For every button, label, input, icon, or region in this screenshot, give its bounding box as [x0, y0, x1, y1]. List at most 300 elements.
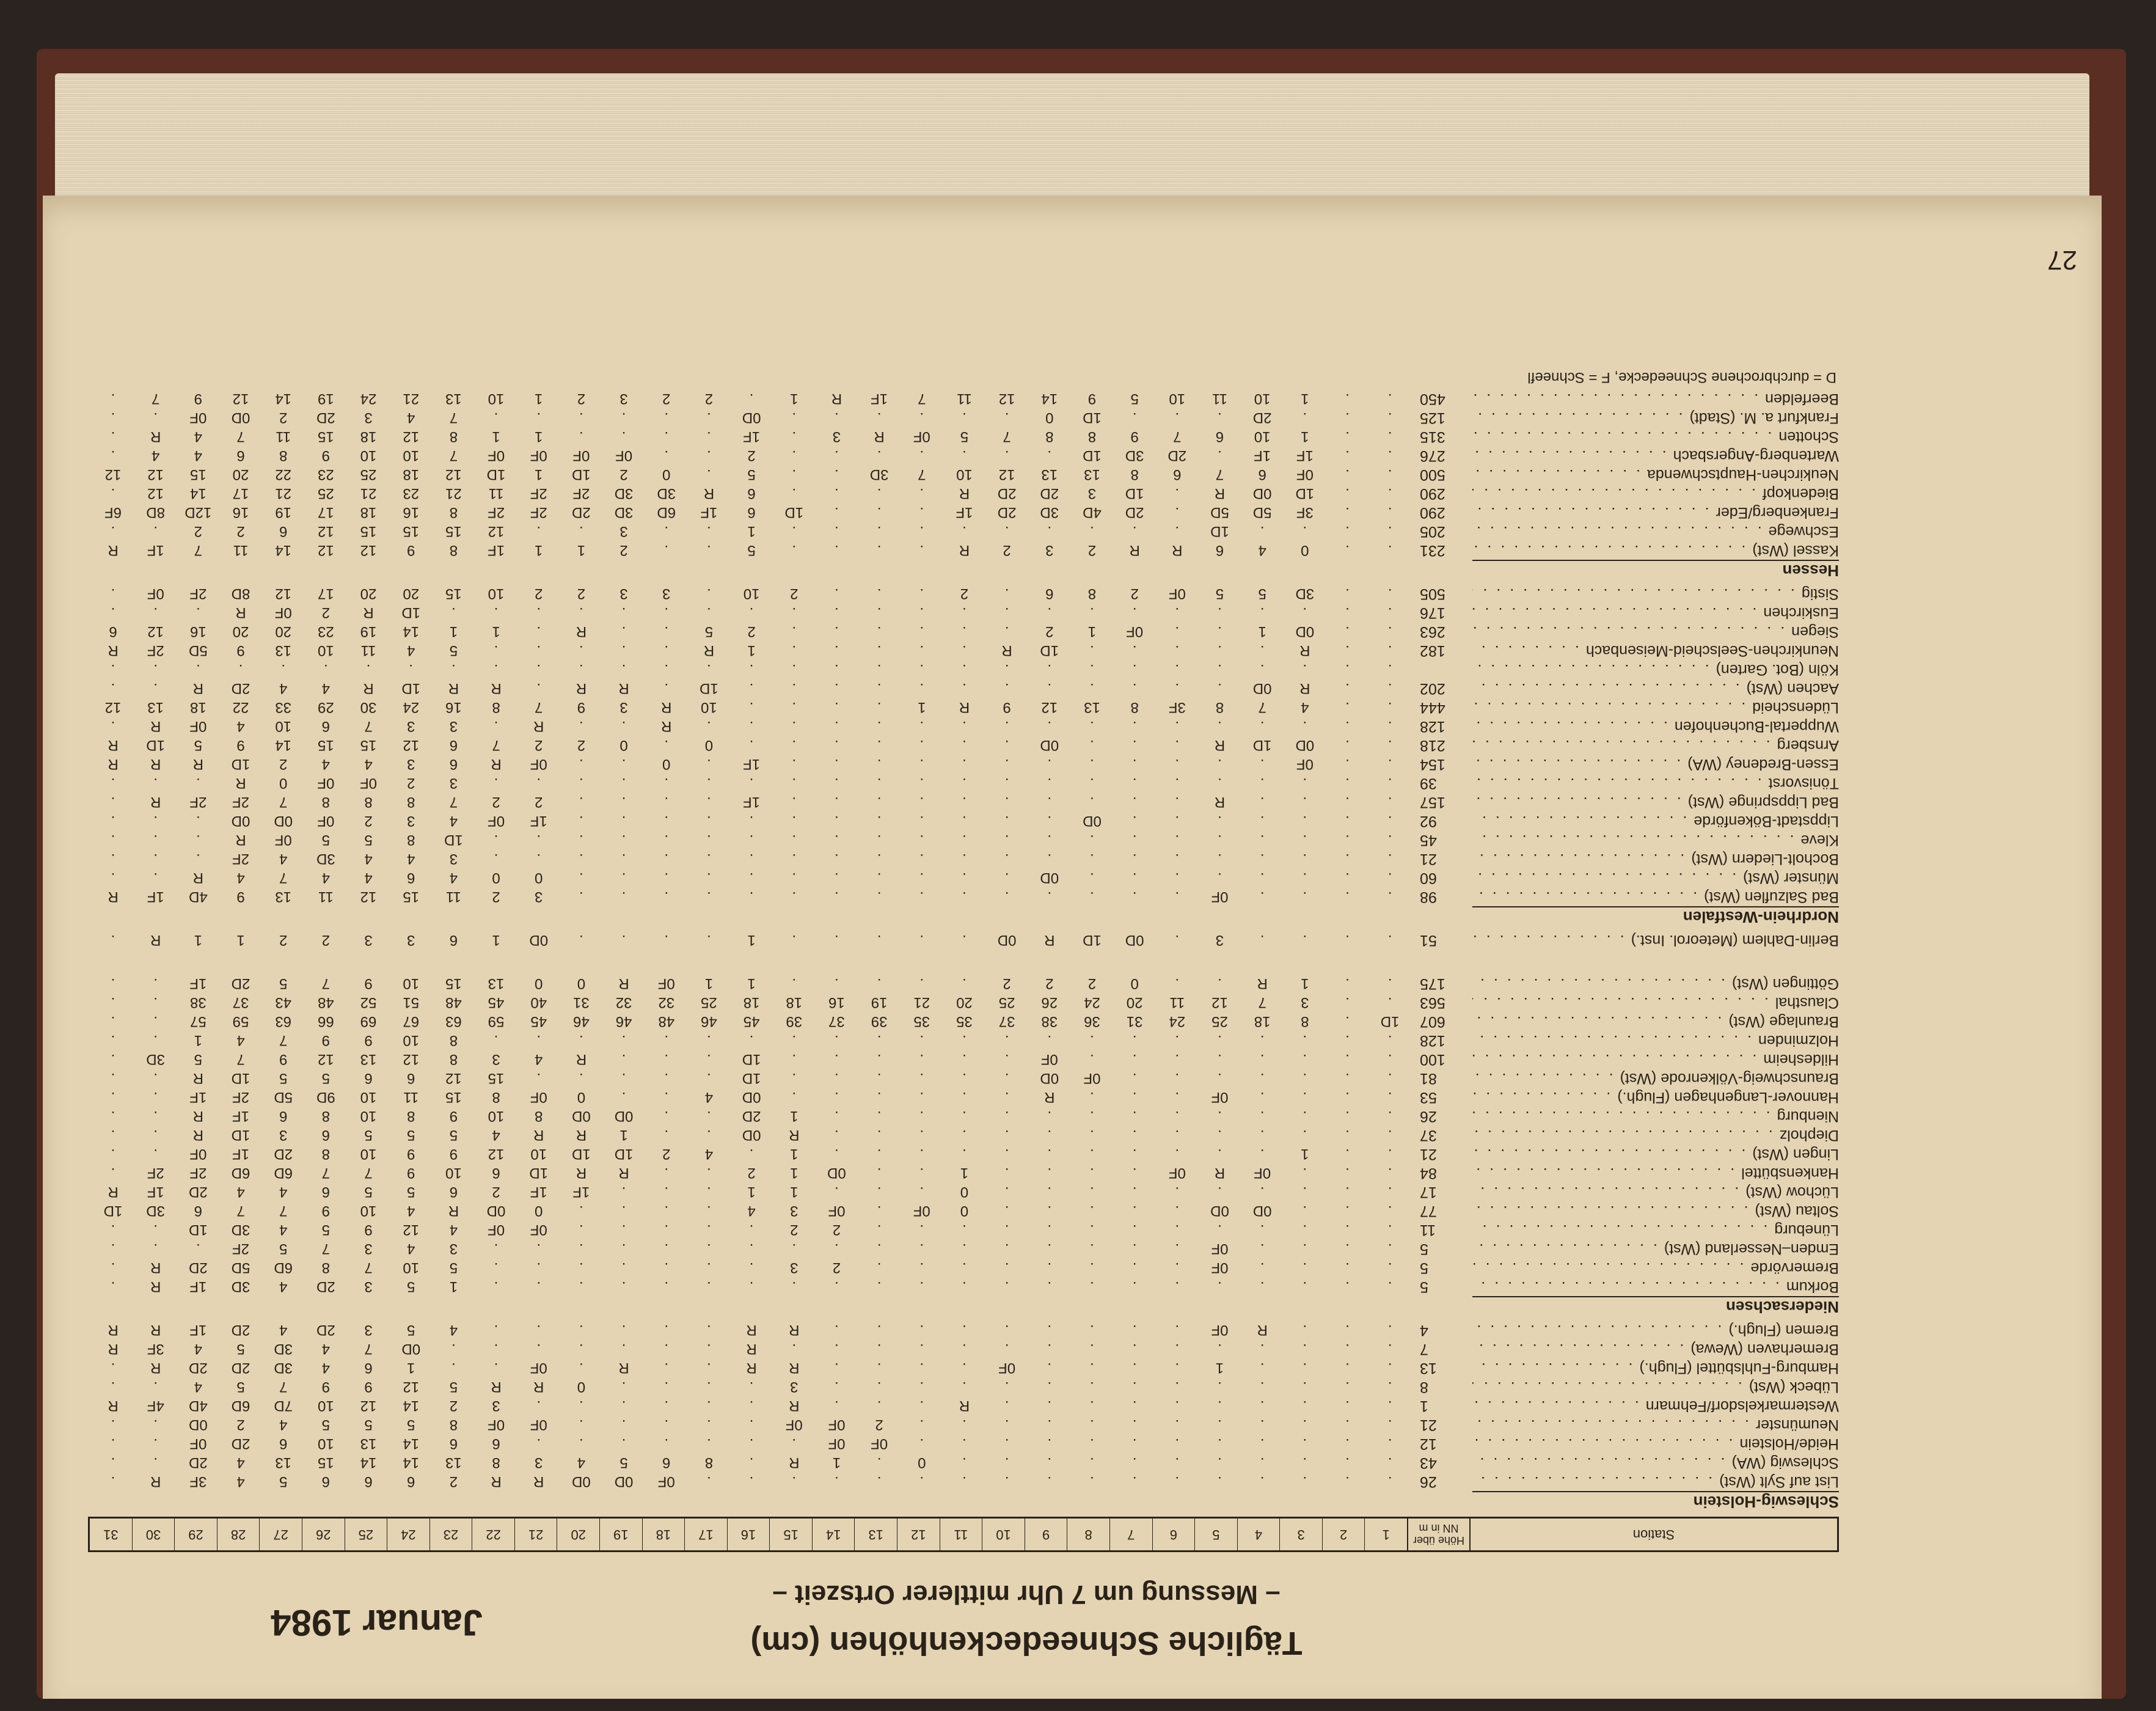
snow-depth-cell: . [1004, 1398, 1009, 1415]
snow-depth-cell: . [835, 604, 839, 621]
snow-depth-cell: . [1004, 1203, 1009, 1220]
table-row [92, 1377, 1839, 1396]
snow-depth-cell: . [707, 1322, 711, 1339]
snow-depth-cell: . [1303, 1341, 1307, 1358]
station-name: Beerfelden . . . [1472, 390, 1839, 408]
snow-depth-cell: . [1175, 485, 1180, 502]
snow-depth-cell: 2D [189, 1454, 208, 1471]
snow-depth-cell: 21 [913, 994, 930, 1011]
snow-depth-cell: 2 [1087, 975, 1097, 992]
snow-depth-cell: 3 [449, 775, 458, 792]
snow-depth-cell: 6 [1045, 585, 1054, 603]
day-column-header: 30 [132, 1519, 175, 1550]
snow-depth-cell: 3 [1087, 485, 1097, 502]
snow-depth-cell: . [153, 1108, 158, 1125]
station-height: 8 [1420, 1379, 1428, 1396]
snow-depth-cell: . [579, 888, 583, 906]
station-name: Lüchow (Wst) . . . [1472, 1183, 1839, 1201]
snow-depth-cell: 2 [364, 813, 373, 830]
snow-depth-cell: . [579, 523, 583, 540]
snow-depth-cell: 12 [318, 1051, 334, 1068]
snow-depth-cell: . [962, 661, 967, 678]
snow-depth-cell: 4 [194, 1379, 203, 1396]
snow-depth-cell: . [1175, 1341, 1180, 1358]
snow-depth-cell: 0 [492, 870, 500, 887]
snow-depth-cell: 7 [449, 447, 458, 464]
snow-depth-cell: . [1175, 1127, 1180, 1144]
snow-depth-cell: . [1260, 756, 1265, 773]
snow-depth-cell: 1 [747, 1184, 756, 1201]
snow-depth-cell: 5 [279, 1240, 288, 1258]
table-row [92, 1107, 1839, 1126]
snow-depth-cell: . [877, 975, 882, 992]
snow-depth-cell: . [707, 1259, 711, 1277]
snow-depth-cell: . [792, 870, 797, 887]
snow-depth-cell: 29 [318, 699, 334, 716]
snow-depth-cell: 5 [236, 1341, 245, 1358]
station-height: 444 [1420, 699, 1445, 716]
snow-depth-cell: 1F [189, 975, 207, 992]
day-column-header: 21 [514, 1519, 557, 1550]
snow-depth-cell: 20 [360, 585, 377, 603]
snow-depth-cell: . [1175, 1360, 1180, 1377]
table-row [92, 849, 1839, 868]
snow-depth-cell: . [1387, 661, 1392, 678]
snow-depth-cell: 0F [530, 756, 547, 773]
snow-depth-cell: R [1214, 485, 1226, 502]
snow-depth-cell: 10 [488, 390, 505, 408]
snow-depth-cell: 0D [742, 1089, 761, 1106]
snow-depth-cell: . [1132, 642, 1137, 659]
snow-depth-cell: . [153, 523, 158, 540]
snow-depth-cell: 7 [1173, 428, 1182, 445]
snow-depth-cell: . [1175, 1278, 1180, 1295]
snow-depth-cell: 2D [1168, 447, 1187, 464]
snow-depth-cell: . [664, 888, 669, 906]
station-name: Soltau (Wst) . . . [1472, 1202, 1839, 1220]
snow-depth-cell: . [111, 1379, 115, 1396]
snow-depth-cell: 9 [236, 888, 245, 906]
snow-depth-cell: 14 [360, 1454, 377, 1471]
snow-depth-cell: . [707, 932, 711, 949]
snow-depth-cell: . [1345, 1398, 1350, 1415]
snow-depth-cell: R [746, 1360, 757, 1377]
snow-depth-cell: 0F [530, 1416, 547, 1434]
station-height: 290 [1420, 504, 1445, 521]
table-row [92, 755, 1839, 774]
snow-depth-cell: . [792, 756, 797, 773]
snow-depth-cell: . [1387, 1454, 1392, 1471]
snow-depth-cell: . [621, 718, 626, 735]
snow-depth-cell: 3D [614, 504, 634, 521]
region-name: Niedersachsen [1472, 1296, 1839, 1316]
snow-depth-cell: . [1260, 1184, 1265, 1201]
snow-depth-cell: . [1260, 870, 1265, 887]
snow-depth-cell: 6 [407, 870, 415, 887]
snow-depth-cell: . [1004, 870, 1009, 887]
snow-depth-cell: 12 [445, 466, 462, 483]
station-height: 263 [1420, 623, 1445, 640]
snow-depth-cell: . [707, 466, 711, 483]
snow-depth-cell: R [533, 718, 544, 735]
snow-depth-cell: 1 [449, 1278, 458, 1295]
snow-depth-cell: 15 [318, 428, 334, 445]
snow-depth-cell: 6 [109, 623, 117, 640]
snow-depth-cell: 7 [152, 390, 160, 408]
snow-depth-cell: . [1387, 1222, 1392, 1239]
snow-depth-cell: . [1387, 1203, 1392, 1220]
snow-depth-cell: . [1345, 994, 1350, 1011]
snow-depth-cell: 7 [1258, 994, 1266, 1011]
snow-depth-cell: . [111, 851, 115, 868]
snow-depth-cell: . [494, 1360, 499, 1377]
snow-depth-cell: . [153, 661, 158, 678]
snow-depth-cell: 6D [231, 1165, 250, 1182]
snow-depth-cell: 1D [1210, 523, 1229, 540]
snow-depth-cell: . [1090, 870, 1094, 887]
snow-depth-cell: 12 [360, 1398, 377, 1415]
snow-depth-cell: 4 [152, 447, 160, 464]
snow-depth-cell: . [1090, 1240, 1094, 1258]
day-column-header: 17 [684, 1519, 727, 1550]
snow-depth-cell: . [877, 542, 882, 559]
snow-depth-cell: . [1260, 794, 1265, 811]
station-name: Lüdenscheid . . . [1472, 698, 1839, 716]
snow-depth-cell: R [959, 542, 970, 559]
station-name: Kleve . . . [1472, 831, 1839, 849]
snow-depth-cell: 2 [662, 390, 671, 408]
snow-depth-cell: . [1175, 1051, 1180, 1068]
snow-depth-cell: 15 [360, 737, 377, 754]
snow-depth-cell: 5 [279, 1070, 288, 1087]
snow-depth-cell: . [1090, 1051, 1094, 1068]
snow-depth-cell: . [621, 623, 626, 640]
snow-depth-cell: 3D [1040, 504, 1059, 521]
snow-depth-cell: 2F [232, 851, 250, 868]
snow-depth-cell: . [196, 813, 200, 830]
snow-depth-cell: . [579, 1070, 583, 1087]
snow-depth-cell: . [621, 794, 626, 811]
snow-depth-cell: . [1260, 1146, 1265, 1163]
snow-depth-cell: . [664, 1360, 669, 1377]
station-height: 157 [1420, 794, 1445, 811]
station-height: 39 [1420, 775, 1437, 792]
snow-depth-cell: . [111, 1278, 115, 1295]
snow-depth-cell: . [621, 1184, 626, 1201]
snow-depth-cell: . [1175, 409, 1180, 427]
snow-depth-cell: . [1303, 718, 1307, 735]
snow-depth-cell: 0F [828, 1203, 846, 1220]
snow-depth-cell: . [1345, 585, 1350, 603]
snow-depth-cell: 7 [449, 409, 458, 427]
snow-depth-cell: . [1175, 932, 1180, 949]
snow-depth-cell: 5 [321, 1416, 331, 1434]
snow-depth-cell: R [703, 642, 715, 659]
snow-depth-cell: 15 [318, 737, 334, 754]
snow-depth-cell: . [749, 1278, 754, 1295]
snow-depth-cell: 0 [918, 1454, 926, 1471]
snow-depth-cell: . [1090, 1222, 1094, 1239]
snow-depth-cell: 14 [1041, 390, 1058, 408]
snow-depth-cell: . [792, 680, 797, 697]
table-row [92, 408, 1839, 427]
snow-depth-cell: 5D [189, 642, 208, 659]
snow-depth-cell: 6 [321, 1127, 331, 1144]
snow-depth-cell: . [1132, 718, 1137, 735]
snow-depth-cell: . [664, 1259, 669, 1277]
table-row [92, 887, 1839, 906]
snow-depth-cell: . [451, 661, 456, 678]
station-height: 231 [1420, 542, 1445, 559]
snow-depth-cell: . [707, 775, 711, 792]
snow-depth-cell: 3 [407, 932, 415, 949]
snow-depth-cell: . [919, 1473, 924, 1490]
snow-depth-cell: R [150, 794, 161, 811]
snow-depth-cell: 4 [194, 1341, 203, 1358]
snow-depth-cell: 2 [577, 585, 586, 603]
snow-depth-cell: . [919, 932, 924, 949]
snow-depth-cell: 1D [572, 1146, 591, 1163]
snow-depth-cell: . [1218, 1341, 1222, 1358]
day-column-header: 18 [642, 1519, 685, 1550]
snow-depth-cell: . [792, 932, 797, 949]
snow-depth-cell: 63 [445, 1013, 462, 1030]
snow-depth-cell: 2 [747, 623, 756, 640]
snow-depth-cell: 6 [747, 485, 756, 502]
snow-depth-cell: . [749, 1398, 754, 1415]
station-height: 5 [1420, 1278, 1428, 1295]
snow-depth-cell: 1 [449, 623, 458, 640]
snow-depth-cell: . [1387, 1184, 1392, 1201]
day-column-header: 14 [812, 1519, 855, 1550]
snow-depth-cell: . [835, 1146, 839, 1163]
snow-depth-cell: 11 [956, 390, 972, 408]
station-name: Hannover-Langenhagen (Flugh.) . . . [1472, 1088, 1839, 1106]
snow-depth-cell: . [1387, 390, 1392, 408]
region-heading [92, 1491, 1839, 1515]
snow-depth-cell: 63 [275, 1013, 292, 1030]
snow-depth-cell: . [1345, 485, 1350, 502]
snow-depth-cell: 37 [998, 1013, 1015, 1030]
snow-depth-cell: . [835, 718, 839, 735]
snow-depth-cell: . [1047, 1165, 1052, 1182]
snow-depth-cell: . [1090, 523, 1094, 540]
table-row [92, 717, 1839, 736]
snow-depth-cell: . [153, 1127, 158, 1144]
snow-depth-cell: . [621, 1379, 626, 1396]
snow-depth-cell: . [919, 680, 924, 697]
snow-depth-cell: . [1004, 1454, 1009, 1471]
snow-depth-cell: . [1004, 737, 1009, 754]
snow-depth-cell: . [1175, 504, 1180, 521]
snow-depth-cell: . [153, 409, 158, 427]
snow-depth-cell: . [919, 523, 924, 540]
snow-depth-cell: 3 [1045, 542, 1054, 559]
snow-depth-cell: 6 [662, 1454, 671, 1471]
snow-depth-cell: 12 [403, 1222, 420, 1239]
snow-depth-cell: 3 [790, 1379, 798, 1396]
snow-depth-cell: . [621, 1259, 626, 1277]
snow-depth-cell: 15 [318, 1454, 334, 1471]
snow-depth-cell: . [1175, 1032, 1180, 1049]
snow-depth-cell: . [1303, 851, 1307, 868]
snow-depth-cell: R [1214, 1165, 1226, 1182]
snow-depth-cell: 5 [321, 1070, 331, 1087]
snow-depth-cell: 2 [662, 1146, 671, 1163]
table-row [92, 1434, 1839, 1453]
snow-depth-cell: . [707, 542, 711, 559]
snow-depth-cell: . [877, 661, 882, 678]
snow-depth-cell: 5D [274, 1089, 293, 1106]
snow-depth-cell: 12 [318, 542, 334, 559]
station-name: Wartenberg-Angersbach . . . [1472, 447, 1839, 464]
snow-depth-cell: 5 [194, 1051, 203, 1068]
snow-depth-cell: . [536, 1259, 541, 1277]
snow-depth-cell: 1D [700, 680, 718, 697]
snow-depth-cell: . [749, 888, 754, 906]
snow-depth-cell: 10 [360, 447, 377, 464]
snow-depth-cell: . [579, 932, 583, 949]
table-row [92, 465, 1839, 484]
day-column-header: 19 [599, 1519, 642, 1550]
table-row [92, 1321, 1839, 1339]
snow-depth-cell: . [835, 1127, 839, 1144]
snow-depth-cell: 0F [615, 447, 633, 464]
snow-depth-cell: 0 [577, 975, 586, 992]
station-name: Neunkirchen-Seelscheid-Meisenbach . . . [1472, 642, 1839, 659]
snow-depth-cell: 8 [321, 1259, 331, 1277]
snow-depth-cell: . [621, 1089, 626, 1106]
snow-depth-cell: 4 [747, 1203, 756, 1220]
snow-depth-cell: . [1004, 1051, 1009, 1068]
snow-depth-cell: . [153, 1222, 158, 1239]
snow-depth-cell: 1 [1258, 623, 1266, 640]
snow-depth-cell: 2 [960, 585, 969, 603]
snow-depth-cell: . [877, 585, 882, 603]
snow-depth-cell: . [579, 1360, 583, 1377]
snow-depth-cell: . [1218, 642, 1222, 659]
snow-depth-cell: . [664, 775, 669, 792]
book-page [43, 196, 2102, 1699]
snow-depth-cell: . [1047, 1184, 1052, 1201]
snow-depth-cell: 5D [231, 1259, 250, 1277]
snow-depth-cell: . [111, 1435, 115, 1453]
snow-depth-cell: . [877, 1203, 882, 1220]
snow-depth-cell: R [108, 1341, 119, 1358]
snow-depth-cell: R [108, 642, 119, 659]
snow-depth-cell: . [962, 718, 967, 735]
snow-depth-cell: . [962, 1240, 967, 1258]
snow-depth-cell: 31 [1126, 1013, 1143, 1030]
snow-depth-cell: . [664, 1032, 669, 1049]
snow-depth-cell: . [877, 1259, 882, 1277]
snow-depth-cell: 3 [832, 428, 841, 445]
snow-depth-cell: 17 [318, 504, 334, 521]
snow-depth-cell: 6 [279, 523, 288, 540]
snow-depth-cell: . [1047, 832, 1052, 849]
snow-depth-cell: . [621, 775, 626, 792]
snow-depth-cell: 20 [275, 623, 292, 640]
snow-depth-cell: 7 [1003, 428, 1011, 445]
snow-depth-cell: 12 [403, 1379, 420, 1396]
snow-depth-cell: . [707, 1379, 711, 1396]
snow-depth-cell: . [1004, 813, 1009, 830]
snow-depth-cell: . [664, 523, 669, 540]
station-name: Heide/Holstein . . . [1472, 1435, 1839, 1453]
snow-depth-cell: . [1175, 1473, 1180, 1490]
day-column-header: 12 [897, 1519, 940, 1550]
snow-depth-cell: . [749, 699, 754, 716]
snow-depth-cell: R [235, 775, 246, 792]
snow-depth-cell: 7 [321, 975, 331, 992]
snow-depth-cell: 2 [492, 794, 500, 811]
snow-depth-cell: 2D [316, 409, 335, 427]
snow-depth-cell: . [1132, 1203, 1137, 1220]
station-name: Diepholz . . . [1472, 1126, 1839, 1144]
snow-depth-cell: 10 [318, 642, 334, 659]
snow-depth-cell: 1D [1252, 737, 1272, 754]
snow-depth-cell: . [707, 756, 711, 773]
snow-depth-cell: . [1345, 1203, 1350, 1220]
snow-depth-cell: . [1345, 718, 1350, 735]
snow-depth-cell: . [664, 1341, 669, 1358]
snow-depth-cell: 1F [232, 1108, 250, 1125]
snow-depth-cell: 2D [572, 504, 591, 521]
snow-depth-cell: . [749, 680, 754, 697]
snow-depth-cell: . [1303, 888, 1307, 906]
snow-depth-cell: 37 [232, 994, 249, 1011]
table-row [92, 603, 1839, 622]
snow-depth-cell: . [877, 1398, 882, 1415]
snow-depth-cell: 4 [1301, 699, 1309, 716]
snow-depth-cell: . [1387, 851, 1392, 868]
snow-depth-cell: 23 [318, 623, 334, 640]
snow-depth-cell: 1F [956, 504, 973, 521]
table-row [92, 584, 1839, 603]
station-name: Braunlage (Wst) . . . [1472, 1013, 1839, 1030]
snow-depth-cell: 23 [403, 485, 420, 502]
snow-depth-cell: 0F [189, 718, 207, 735]
snow-depth-cell: . [579, 1322, 583, 1339]
table-row [92, 1012, 1839, 1031]
snow-depth-cell: 9 [407, 1146, 415, 1163]
snow-depth-cell: . [1175, 1454, 1180, 1471]
station-height: 21 [1420, 1416, 1437, 1434]
station-name: Arnsberg . . . [1472, 736, 1839, 754]
snow-depth-cell: . [664, 1222, 669, 1239]
snow-depth-cell: . [196, 661, 200, 678]
snow-depth-cell: . [536, 623, 541, 640]
snow-depth-cell: 2 [1045, 975, 1054, 992]
snow-depth-cell: 5 [407, 1322, 415, 1339]
snow-depth-cell: R [491, 756, 502, 773]
snow-depth-cell: . [196, 1240, 200, 1258]
snow-depth-cell: 46 [615, 1013, 632, 1030]
snow-depth-cell: . [1090, 1398, 1094, 1415]
snow-depth-cell: . [1260, 832, 1265, 849]
snow-depth-cell: . [1345, 870, 1350, 887]
snow-depth-cell: 2 [535, 794, 543, 811]
snow-depth-cell: . [1260, 1089, 1265, 1106]
snow-depth-cell: . [1175, 737, 1180, 754]
snow-depth-cell: 4 [577, 1454, 586, 1471]
snow-depth-cell: . [1303, 1360, 1307, 1377]
snow-depth-cell: . [621, 870, 626, 887]
snow-depth-cell: 21 [403, 390, 420, 408]
snow-depth-cell: . [919, 1070, 924, 1087]
snow-depth-cell: 9 [577, 699, 586, 716]
snow-depth-cell: 10 [403, 1032, 420, 1049]
